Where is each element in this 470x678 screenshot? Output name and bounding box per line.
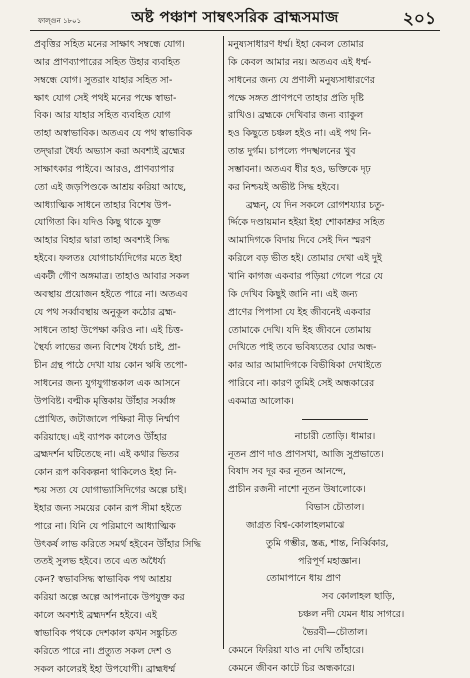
text-line: জাগ্রত বিশ্ব-কোলাহলমাঝে bbox=[246, 519, 345, 531]
page-title: অষ্ট পঞ্চাশ সাম্বৎসরিক ব্রাহ্মসমাজ bbox=[131, 8, 339, 26]
text-line: সব কোলাহল ছাড়ি, bbox=[322, 591, 395, 603]
text-line: তো এই জড়পিণ্ডকে আশ্রয় করিয়া আছে, bbox=[34, 181, 187, 193]
text-line: চীন গ্রন্থ পাঠে দেখা যায় কোন ঋষি তপো- bbox=[34, 360, 188, 372]
text-line: কেমনে জীবন কাটে চির অন্ধকারে। bbox=[228, 662, 355, 674]
text-line: ততই সুলভ হইবে। তবে এত অধৈর্য্য bbox=[34, 556, 166, 568]
text-line: ইহার জন্য সময়ের কোন রূপ সীমা হইতে bbox=[34, 502, 182, 514]
text-line: একমাত্র আলোক। bbox=[228, 395, 294, 407]
text-line: উপবিষ্ট। বল্মীক মৃত্তিকায় উাঁহার সর্ব্বাঙ্গ bbox=[34, 395, 176, 407]
text-line: কেমনে ফিরিয়া যাও না দেখি তাঁহারে। bbox=[228, 644, 365, 656]
text-line: বিক। আর যাহার সহিত ব্যবহিত যোগ bbox=[34, 110, 171, 122]
text-line: আমাদিগকে বিদায় দিবে সেই দিন স্মরণ bbox=[228, 235, 371, 247]
text-line: ব্রহ্মন্, যে দিন সকলে রোগশয্যার চতু- bbox=[246, 199, 385, 211]
right-prose bbox=[228, 36, 442, 411]
text-line: আর প্রাণব্যাপারের সহিত উহার ব্যবহিত bbox=[34, 56, 180, 68]
page-number: ২০১ bbox=[402, 9, 436, 29]
text-line: আধ্যাত্মিক সাধনে তাহার বিশেষ উপ- bbox=[34, 199, 172, 211]
text-line: সাধনে তাহা উপেক্ষা করিও না। এই চিত্ত- bbox=[34, 324, 184, 336]
text-line: সম্বন্ধে যোগ। সুতরাং যাহার সহিত সা- bbox=[34, 74, 173, 86]
text-line: কি দেখিব কিছুই জানি না। এই জন্য bbox=[228, 288, 358, 300]
text-line: র্দ্দিকে দণ্ডায়মান হইয়া ইহা শোকাশ্রুর সহিত bbox=[228, 217, 385, 229]
column-divider bbox=[223, 36, 224, 649]
text-line: কালে অবশ্যই ব্রহ্মদর্শন হইবে। এই bbox=[34, 610, 157, 621]
text-line: বিষাদ সব দূর কর নূতন আনন্দে, bbox=[228, 466, 346, 478]
text-line: সাক্ষাৎকার পাইবে। আরও, প্রাণব্যাপার bbox=[34, 163, 175, 175]
text-line: কি কেবল আমার নয়। অতএব এই ধর্ম্ম- bbox=[228, 56, 372, 68]
text-line: তুমি গম্ভীর, স্তব্ধ, শান্ত, নির্ব্বিকার, bbox=[266, 537, 389, 549]
text-line: শ্চয় সত্য যে যোগাভ্যাসিদিগের অল্পে চাই। bbox=[34, 485, 187, 497]
text-line: প্রবৃত্তির সহিত মনের সাক্ষাৎ সম্বন্ধে যোগ। bbox=[34, 39, 185, 50]
text-line: তান্ত দুর্গম। চাপল্যে পদস্খলনের খুব bbox=[228, 146, 356, 158]
section-rule bbox=[302, 419, 368, 420]
song-2 bbox=[228, 517, 442, 624]
text-line: সকল কালেরই ইহা উপযোগী। ব্রাহ্মধর্ম্ম bbox=[34, 663, 176, 675]
text-line: পক্ষে সঙ্গত প্রাণপণে তাহার প্রতি দৃষ্টি bbox=[228, 92, 364, 104]
text-line: সম্ভাবনা। অতএব ধীর হও, ভক্তিকে দৃঢ় bbox=[228, 163, 371, 175]
text-line: মনুষ্যসাধারণ ধর্ম্ম। ইহা কেবল তোমার bbox=[228, 39, 364, 50]
text-line: কেন? স্বভাবসিদ্ধ স্বাভাবিক পথ আশ্রয় bbox=[34, 574, 172, 586]
text-line: পরিপূর্ণ মহাজ্ঞান। bbox=[298, 555, 361, 567]
text-line: ব্রহ্মদর্শন ঘটিতেছে না। এই কথার ভিতর bbox=[34, 449, 180, 461]
text-line: করিয়াছে। এই ব্যাপক কালেও উাঁহার bbox=[34, 431, 167, 443]
text-line: করিতে পারে না। প্রত্যুত সকল দেশ ও bbox=[34, 645, 172, 657]
text-line: কোন রূপ কবিকল্পনা থাকিলেও ইহা নি- bbox=[34, 467, 177, 479]
song-1 bbox=[228, 446, 442, 500]
song-3 bbox=[228, 642, 442, 678]
text-line: সাধনের জন্য যে প্রণালী মনুষ্যসাধারণের bbox=[228, 74, 375, 86]
text-line: প্রাণের পিপাসা যে ইহ জীবনেই একবার bbox=[228, 306, 371, 318]
text-line: যে পথ সর্ব্বাবস্থায় অনুকূল কঠোর ব্রহ্ম- bbox=[34, 306, 176, 318]
text-line: যোগিতা কি। যদিও কিছু থাকে যুক্ত bbox=[34, 217, 161, 229]
text-line: তাহা অস্বাভাবিক। অতএব যে পথ স্বাভাবিক bbox=[34, 128, 193, 140]
text-line: আহার বিহার দ্বারা তাহা অবশ্যই সিদ্ধ bbox=[34, 235, 170, 247]
text-line: একটী গৌণ অঙ্গমাত্র। তাহাও আবার সকল bbox=[34, 270, 190, 282]
text-line: ক্ষাৎ যোগ সেই পথই মনের পক্ষে স্বাভা- bbox=[34, 92, 177, 104]
text-line: হইবে। ফলতঃ যোগাচার্য্যদিগের মতে ইহা bbox=[34, 253, 182, 265]
text-line: কার আর আমাদিগকে বিভীষিকা দেখাইতে bbox=[228, 360, 382, 372]
header-rule bbox=[30, 30, 440, 31]
text-line: নূতন প্রাণ দাও প্রাণসখা, আজি সুপ্রভাতে। bbox=[228, 448, 384, 460]
text-line: পারিবে না। কারণ তুমিই সেই অন্ধকারের bbox=[228, 378, 375, 390]
text-line: খানি কাগজ একবার পড়িয়া গেলে পরে যে bbox=[228, 270, 383, 282]
song-tune-1: নাচারী তোড়ি। ধামার। bbox=[294, 430, 376, 442]
text-line: তোমাকে দেখি। যদি ইহ জীবনে তোমায় bbox=[228, 324, 372, 336]
text-line: প্রাচীন রজনী নাশো নূতন উষালোকে। bbox=[228, 484, 366, 496]
text-line: পারে না। যিনি যে পরিমাণে আধ্যাত্মিক bbox=[34, 520, 176, 532]
left-column bbox=[34, 36, 219, 675]
text-line: তোমাপানে ধায় প্রাণ bbox=[266, 573, 341, 585]
song-tune-3: ভৈরবী—চৌতাল। bbox=[302, 627, 368, 638]
text-line: প্রোথিত, জটাজালে পক্ষিরা নীড় নির্ম্মাণ bbox=[34, 413, 180, 425]
right-column bbox=[228, 36, 442, 674]
text-line: দেখিতে পাই তবে ভবিষ্যতের ঘোর অন্ধ- bbox=[228, 342, 377, 354]
song-tune-2: বিভাস চৌতাল। bbox=[305, 502, 365, 514]
text-line: হও কিছুতে চঞ্চল হইও না। এই পথ নি- bbox=[228, 128, 372, 140]
text-line: চঞ্চল নদী যেমন ধায় সাগরে। bbox=[298, 609, 405, 621]
text-line: কর নিশ্চয়ই অভীষ্ট সিদ্ধ হইবে। bbox=[228, 181, 340, 193]
text-line: করিয়া অল্পে অল্পে আপনাকে উপযুক্ত কর bbox=[34, 592, 185, 604]
text-line: সাধনের জন্য যুগযুগান্তকাল এক আসনে bbox=[34, 378, 181, 390]
text-line: স্বাভাবিক পথকে দেশকাল কখন সঙ্কুচিত bbox=[34, 627, 177, 639]
text-line: করিলে বড় ভীত হই। তোমার দেখা এই দুই bbox=[228, 253, 382, 265]
text-line: রাখিও। ব্রহ্মকে দেখিবার জন্য ব্যাকুল bbox=[228, 110, 364, 122]
text-line: তদ্দ্বারা ধৈর্য্য অভ্যাস করা অবশ্যই ব্রহ্মের bbox=[34, 146, 186, 158]
running-header bbox=[10, 4, 460, 30]
text-line: উৎকর্ষ লাভ করিতে সমর্থ হইবেন উাঁহার সিদ্ধি bbox=[34, 538, 201, 550]
text-line: অবস্থায় প্রয়োজন হইতে পারে না। অতএব bbox=[34, 288, 188, 300]
header-date: ফাল্গুন ১৮০১ bbox=[38, 17, 82, 25]
text-line: স্থৈর্য্য লাভের জন্য বিশেষ ধৈর্য্য চাই, প্রা- bbox=[34, 342, 181, 354]
